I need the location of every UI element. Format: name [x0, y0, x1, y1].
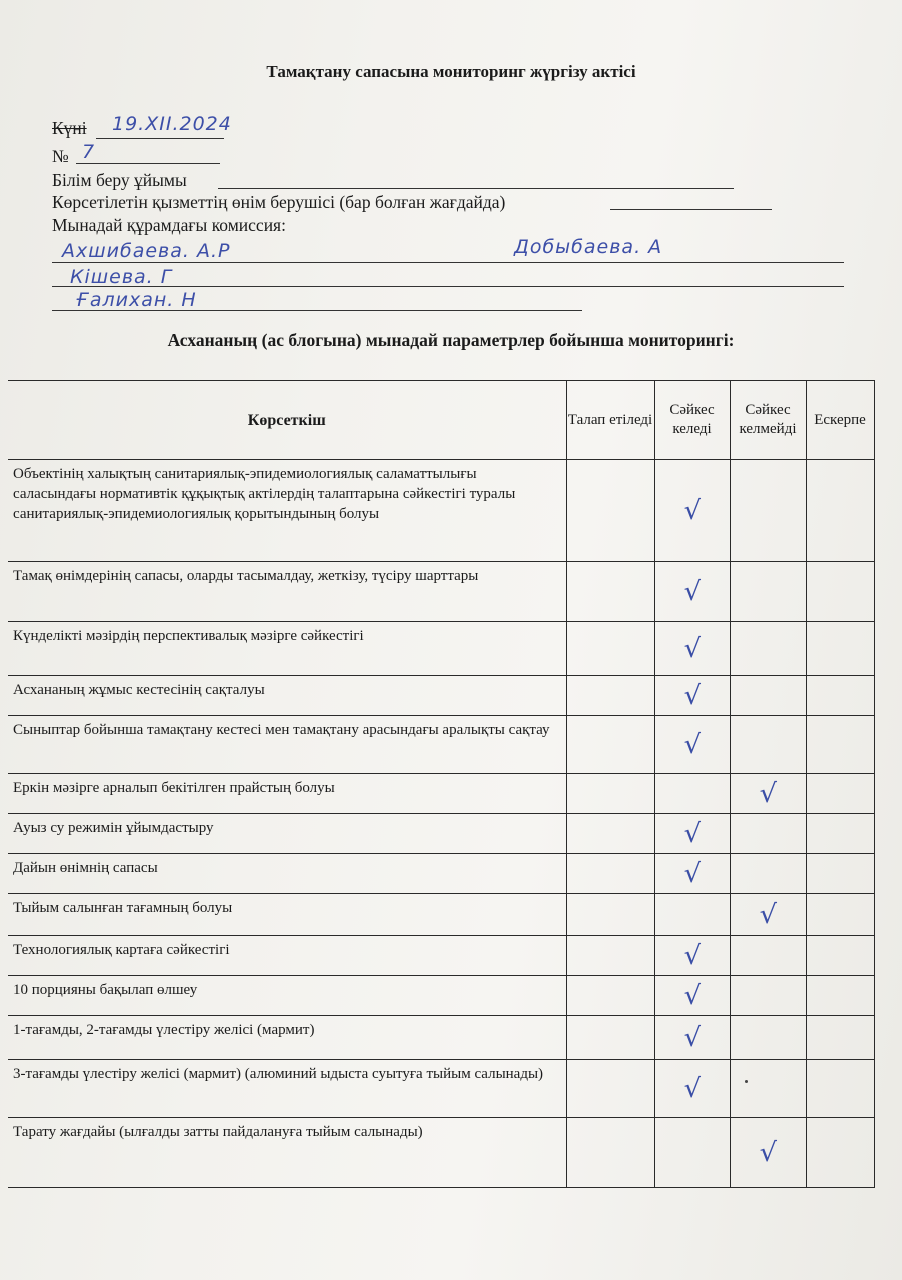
provider-underline: [610, 209, 772, 210]
cell-required: [566, 1016, 654, 1060]
cell-note: [806, 562, 874, 622]
cell-required: [566, 1118, 654, 1188]
table-row: [8, 1118, 874, 1188]
table-row: [8, 676, 874, 716]
checkmark-icon: √: [683, 680, 701, 711]
table-row: [8, 622, 874, 676]
date-label: Күні: [52, 118, 87, 138]
checkmark-icon: √: [683, 633, 701, 664]
cell-complies: [654, 562, 730, 622]
table-row: [8, 1016, 874, 1060]
cell-required: [566, 460, 654, 562]
document-title: Тамақтану сапасына мониторинг жүргізу актісі: [266, 62, 636, 81]
indicator-label: Тамақ өнімдерінің сапасы, оларды тасымалдау, жеткізу, түсіру шарттары: [8, 562, 566, 622]
commission-member-3: Кішева. Г: [70, 266, 173, 288]
checkmark-icon: √: [683, 940, 701, 971]
table-row: [8, 814, 874, 854]
checkmark-icon: √: [759, 899, 777, 930]
cell-required: [566, 562, 654, 622]
checkmark-icon: √: [683, 1073, 701, 1104]
organization-underline: [218, 188, 734, 189]
monitoring-subtitle: Асхананың (ас блогына) мынадай параметрлер бойынша мониторингі:: [167, 330, 735, 350]
table-row: [8, 936, 874, 976]
cell-not-complies: [730, 936, 806, 976]
cell-required: [566, 716, 654, 774]
cell-note: [806, 676, 874, 716]
checkmark-icon: √: [683, 980, 701, 1011]
cell-not-complies: [730, 1016, 806, 1060]
cell-not-complies: [730, 676, 806, 716]
cell-not-complies: [730, 976, 806, 1016]
header-required: Талап етіледі: [566, 381, 654, 460]
monitoring-table: [8, 380, 875, 1188]
cell-complies: [654, 774, 730, 814]
number-underline: [76, 163, 220, 164]
indicator-label: 1-тағамды, 2-тағамды үлестіру желісі (мармит): [8, 1016, 566, 1060]
cell-not-complies: [730, 814, 806, 854]
cell-complies: [654, 854, 730, 894]
cell-not-complies: [730, 460, 806, 562]
cell-note: [806, 976, 874, 1016]
cell-not-complies: [730, 894, 806, 936]
cell-not-complies: [730, 1118, 806, 1188]
cell-not-complies: [730, 854, 806, 894]
cell-note: [806, 814, 874, 854]
cell-complies: [654, 1016, 730, 1060]
cell-complies: [654, 894, 730, 936]
date-handwritten: 19.XII.2024: [112, 113, 232, 135]
number-handwritten: 7: [82, 141, 96, 163]
cell-not-complies: [730, 622, 806, 676]
table-row: [8, 854, 874, 894]
cell-complies: [654, 1118, 730, 1188]
indicator-label: Объектінің халықтың санитариялық-эпидемиологиялық саламаттылығы саласындағы нормативтік құқықтық актілердің талаптарына сәйкестігі туралы санитариялық-эпидемиологиялық қорытындының болуы: [8, 460, 566, 562]
cell-not-complies: [730, 716, 806, 774]
cell-required: [566, 894, 654, 936]
indicator-label: Сыныптар бойынша тамақтану кестесі мен тамақтану арасындағы аралықты сақтау: [8, 716, 566, 774]
indicator-label: Технологиялық картаға сәйкестігі: [8, 936, 566, 976]
cell-complies: [654, 676, 730, 716]
cell-note: [806, 936, 874, 976]
cell-complies: [654, 936, 730, 976]
cell-note: [806, 894, 874, 936]
indicator-label: Ауыз су режимін ұйымдастыру: [8, 814, 566, 854]
checkmark-icon: √: [759, 1137, 777, 1168]
commission-label: Мынадай құрамдағы комиссия:: [52, 215, 286, 235]
cell-required: [566, 814, 654, 854]
commission-member-1: Ахшибаева. А.Р: [62, 240, 231, 262]
date-underline: [96, 138, 224, 139]
cell-not-complies: [730, 562, 806, 622]
number-label: №: [52, 146, 69, 166]
cell-note: [806, 1118, 874, 1188]
ink-dot: [745, 1080, 748, 1083]
cell-required: [566, 622, 654, 676]
indicator-label: Күнделікті мәзірдің перспективалық мәзірге сәйкестігі: [8, 622, 566, 676]
checkmark-icon: √: [683, 495, 701, 526]
table-row: [8, 460, 874, 562]
commission-member-4: Ғалихан. Н: [76, 289, 197, 311]
table-row: [8, 562, 874, 622]
table-row: [8, 1060, 874, 1118]
organization-label: Білім беру ұйымы: [52, 170, 187, 190]
cell-complies: [654, 976, 730, 1016]
table-row: [8, 774, 874, 814]
cell-note: [806, 716, 874, 774]
checkmark-icon: √: [759, 778, 777, 809]
checkmark-icon: √: [683, 729, 701, 760]
indicator-label: 3-тағамды үлестіру желісі (мармит) (алюминий ыдыста суытуға тыйым салынады): [8, 1060, 566, 1118]
table-row: [8, 976, 874, 1016]
cell-complies: [654, 1060, 730, 1118]
cell-not-complies: [730, 1060, 806, 1118]
indicator-label: Дайын өнімнің сапасы: [8, 854, 566, 894]
cell-required: [566, 1060, 654, 1118]
header-not-complies: Сәйкес келмейді: [730, 381, 806, 460]
cell-note: [806, 622, 874, 676]
cell-required: [566, 936, 654, 976]
cell-complies: [654, 460, 730, 562]
table-header-row: [8, 381, 874, 460]
commission-line-1: [52, 262, 844, 263]
indicator-label: Еркін мәзірге арналып бекітілген прайстың болуы: [8, 774, 566, 814]
checkmark-icon: √: [683, 576, 701, 607]
header-indicator: Көрсеткіш: [8, 381, 566, 460]
cell-note: [806, 854, 874, 894]
indicator-label: Тарату жағдайы (ылғалды затты пайдалануға тыйым салынады): [8, 1118, 566, 1188]
cell-complies: [654, 814, 730, 854]
cell-not-complies: [730, 774, 806, 814]
cell-required: [566, 774, 654, 814]
indicator-label: Тыйым салынған тағамның болуы: [8, 894, 566, 936]
cell-note: [806, 774, 874, 814]
indicator-label: 10 порцияны бақылап өлшеу: [8, 976, 566, 1016]
cell-note: [806, 1016, 874, 1060]
cell-required: [566, 854, 654, 894]
checkmark-icon: √: [683, 858, 701, 889]
checkmark-icon: √: [683, 818, 701, 849]
cell-complies: [654, 622, 730, 676]
table-row: [8, 716, 874, 774]
cell-note: [806, 1060, 874, 1118]
commission-member-2: Добыбаева. А: [514, 236, 663, 258]
provider-label: Көрсетілетін қызметтің өнім берушісі (бар болған жағдайда): [52, 192, 506, 212]
table-row: [8, 894, 874, 936]
indicator-label: Асхананың жұмыс кестесінің сақталуы: [8, 676, 566, 716]
cell-required: [566, 976, 654, 1016]
cell-complies: [654, 716, 730, 774]
header-complies: Сәйкес келеді: [654, 381, 730, 460]
cell-note: [806, 460, 874, 562]
cell-required: [566, 676, 654, 716]
header-note: Ескерпе: [806, 381, 874, 460]
checkmark-icon: √: [683, 1022, 701, 1053]
